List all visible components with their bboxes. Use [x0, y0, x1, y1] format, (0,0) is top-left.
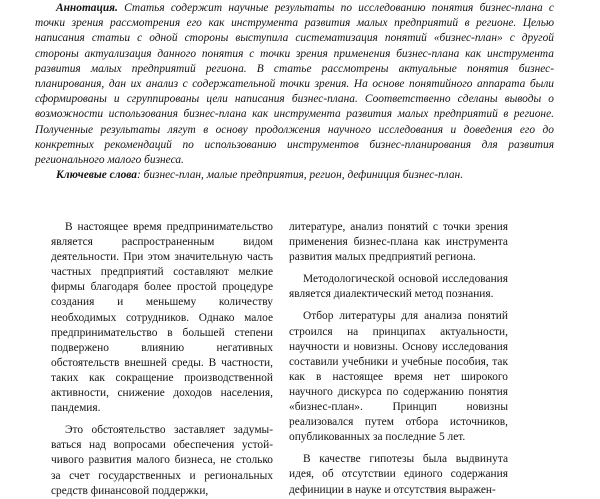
abstract-label: Аннотация.	[56, 2, 118, 14]
keywords-label: Ключевые слова	[56, 169, 137, 181]
body-column-left	[51, 220, 273, 499]
body-paragraph: В качестве гипотезы была выдвинута идея, об отсутствии единого содержания дефиниции в науке и отсутствия выражен-	[289, 453, 508, 496]
body-column-right	[289, 220, 508, 498]
body-paragraph: В настоящее время предпринимательство является распространенным видом деятельности. При этом значительную часть частных предприятий составляют мелкие фирмы благодаря более простой процедуре создания и меньшему количеству необходимых сотрудников. Однако малое предпринимательство в большей степени подвержено влиянию негативных обстоятельств внешней среды. В частности, таких как сокращение производственной активности, снижение доходов населения, пандемия.	[51, 221, 273, 415]
body-paragraph: Это обстоятельство заставляет задумываться над вопросами обеспечения устойчивого развития малого бизнеса, не столько за счет государственных и региональных средств финансовой поддержки,	[51, 424, 273, 497]
keywords	[35, 168, 565, 183]
body-paragraph: Отбор литературы для анализа понятий строился на принципах актуальности, научности и новизны. Основу исследования составили учебники и учебные пособия, так как в настоящее время нет широкого научного дискурса по содержанию понятия «бизнес-план». Принцип новизны реализовался путем отбора источников, опубликованных за последние 5 лет.	[289, 310, 508, 444]
keywords-text: : бизнес-план, малые предприятия, регион, дефиниция бизнес-план.	[136, 169, 464, 181]
body-paragraph: Методологической основой исследования является диалектический метод познания.	[289, 273, 508, 301]
abstract-text: Статья содержит научные результаты по исследованию понятия бизнес-плана с точки зрения рассмотрения его как инструмента развития малых предприятий в регионе. Целью написания статьи с одной стороны выступила систематизация понятий «бизнес-план» с другой стороны актуализация данного понятия с точки зрения применения бизнес-плана как инструмента развития малых предприятий региона. В статье рассмотрены актуальные понятия бизнес-планирования, дан их анализ с содержательной точки зрения. На основе понятийного аппарата были сформированы и сгруппированы цели написания бизнес-плана. Соответственно сделаны выводы о возможности использования бизнес-плана как инструмента развития малых предприятий в регионе. Полученные результаты лягут в основу продолжения научного исследования и доведения его до конкретных рекомендаций по использованию инструментов бизнес-планирования для развития регионального малого бизнеса.	[35, 2, 554, 167]
abstract	[35, 1, 554, 168]
body-paragraph-continued: литературе, анализ понятий с точки зрения применения бизнес-плана как инструмента развития малых предприятий региона.	[289, 221, 508, 264]
